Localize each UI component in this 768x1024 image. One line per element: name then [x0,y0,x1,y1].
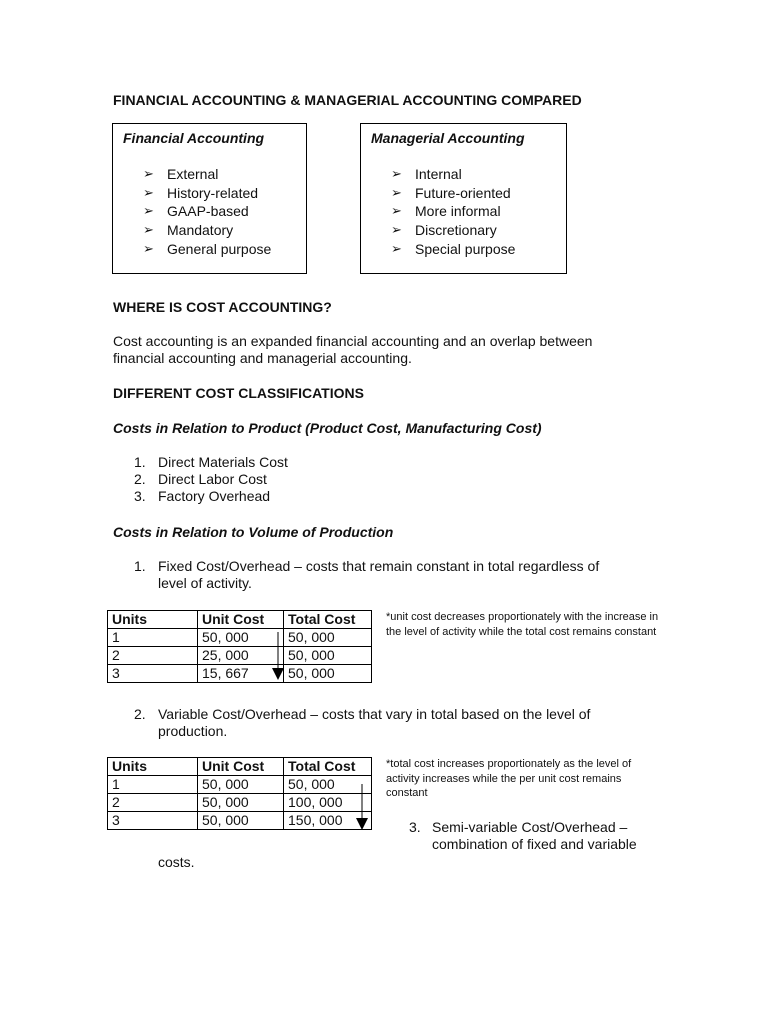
arrow-bullet-icon: ➢ [391,240,402,256]
header-cell: Unit Cost [198,758,284,776]
list-item: ➢ Discretionary [391,222,497,239]
list-item: 3. Factory Overhead [134,488,271,504]
table-row: 2 25, 000 50, 000 [108,647,372,665]
managerial-accounting-box [360,123,567,274]
arrow-bullet-icon: ➢ [391,222,402,238]
down-arrow-icon [270,630,286,682]
list-item: 1. Direct Materials Cost [134,454,288,470]
semi-variable-line1: Semi-variable Cost/Overhead – [432,819,628,835]
cost-accounting-heading: WHERE IS COST ACCOUNTING? [113,299,332,315]
managerial-box-heading: Managerial Accounting [371,130,525,146]
variable-cost-line2: production. [158,723,228,739]
variable-cost-line1: Variable Cost/Overhead – costs that vary in total based on the level of [158,706,591,722]
arrow-bullet-icon: ➢ [143,222,154,238]
list-item: ➢ GAAP-based [143,203,249,220]
header-cell: Units [108,611,198,629]
variable-cost-number: 2. [134,706,146,722]
list-item: ➢ Future-oriented [391,184,511,201]
arrow-bullet-icon: ➢ [391,203,402,219]
list-item: ➢ History-related [143,184,259,201]
header-cell: Units [108,758,198,776]
cost-accounting-line2: financial accounting and managerial accounting. [113,350,412,366]
variable-cost-note: *total cost increases proportionately as the level of activity increases while the per unit cost remains constant [386,758,632,799]
arrow-bullet-icon: ➢ [143,240,154,256]
product-cost-list [134,454,288,505]
header-cell: Total Cost [284,758,372,776]
list-item: ➢ More informal [391,203,501,220]
fixed-cost-line1: Fixed Cost/Overhead – costs that remain constant in total regardless of [158,558,600,574]
arrow-bullet-icon: ➢ [143,166,154,181]
product-cost-heading: Costs in Relation to Product (Product Cost, Manufacturing Cost) [113,420,542,436]
semi-variable-line2: combination of fixed and variable [432,836,637,852]
table-row: 3 15, 667 50, 000 [108,665,372,683]
list-item: ➢ Special purpose [391,240,516,257]
financial-box-heading: Financial Accounting [123,130,265,146]
table-row: 3 50, 000 150, 000 [108,812,372,830]
table-row: 1 50, 000 50, 000 [108,629,372,647]
list-item: ➢ General purpose [143,240,272,257]
volume-cost-heading: Costs in Relation to Volume of Production [113,524,394,540]
list-item: ➢ External [143,166,219,182]
arrow-bullet-icon: ➢ [143,184,154,200]
classifications-heading: DIFFERENT COST CLASSIFICATIONS [113,385,364,401]
managerial-list [391,165,515,258]
fixed-cost-line2: level of activity. [158,575,252,591]
cost-accounting-line1: Cost accounting is an expanded financial accounting and an overlap between [113,333,593,349]
header-cell: Total Cost [284,611,372,629]
table-header-row [108,611,372,629]
list-item: ➢ Internal [391,166,462,182]
list-item: ➢ Mandatory [143,222,234,239]
fixed-cost-table [107,610,372,683]
financial-accounting-box [112,123,307,274]
down-arrow-icon [354,782,370,834]
semi-variable-number: 3. [409,819,421,835]
financial-list [143,165,271,258]
fixed-cost-note: *unit cost decreases proportionately with the increase in the level of activity while the total cost remains constant [386,611,659,638]
variable-cost-table [107,757,372,830]
arrow-bullet-icon: ➢ [143,203,154,219]
list-item: 2. Direct Labor Cost [134,471,267,487]
header-cell: Unit Cost [198,611,284,629]
page-title: FINANCIAL ACCOUNTING & MANAGERIAL ACCOUNTING COMPARED [113,92,582,108]
arrow-bullet-icon: ➢ [391,166,402,181]
table-row: 1 50, 000 50, 000 [108,776,372,794]
table-header-row [108,758,372,776]
table-row: 2 50, 000 100, 000 [108,794,372,812]
fixed-cost-number: 1. [134,558,146,574]
semi-variable-line3: costs. [158,854,195,870]
arrow-bullet-icon: ➢ [391,184,402,200]
